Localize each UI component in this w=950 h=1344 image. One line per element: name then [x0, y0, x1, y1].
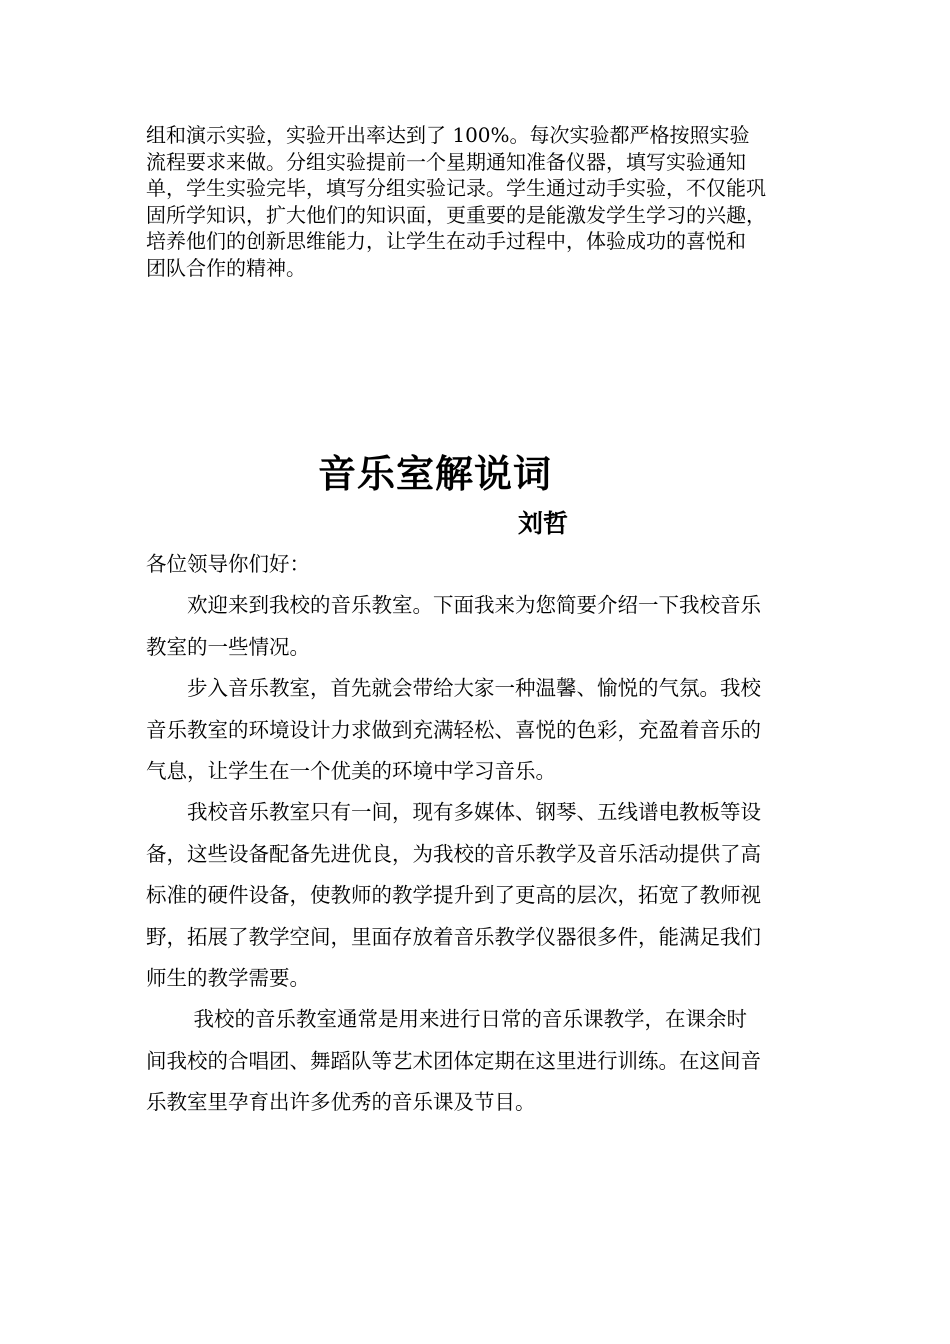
text-line: 欢迎来到我校的音乐教室。下面我来为您简要介绍一下我校音乐 [146, 593, 761, 618]
text-line: 我校音乐教室只有一间，现有多媒体、钢琴、五线谱电教板等设 [146, 800, 761, 825]
article-title: 音乐室解说词 [318, 451, 553, 496]
article-author: 刘哲 [518, 509, 569, 538]
text-line: 培养他们的创新思维能力，让学生在动手过程中，体验成功的喜悦和 [146, 229, 746, 253]
text-line: 标准的硬件设备，使教师的教学提升到了更高的层次，拓宽了教师视 [146, 883, 761, 908]
text-line: 我校的音乐教室通常是用来进行日常的音乐课教学，在课余时 [146, 1007, 748, 1032]
text-line: 教室的一些情况。 [146, 634, 310, 659]
text-line: 团队合作的精神。 [146, 255, 306, 280]
text-line: 单，学生实验完毕，填写分组实验记录。学生通过动手实验，不仅能巩 [146, 176, 766, 200]
text-line: 步入音乐教室，首先就会带给大家一种温馨、愉悦的气氛。我校 [146, 676, 761, 701]
text-line: 气息，让学生在一个优美的环境中学习音乐。 [146, 758, 556, 783]
greeting-line: 各位领导你们好： [146, 552, 310, 576]
text-line: 组和演示实验，实验开出率达到了 100%。每次实验都严格按照实验 [146, 123, 750, 147]
text-line: 间我校的合唱团、舞蹈队等艺术团体定期在这里进行训练。在这间音 [146, 1048, 761, 1073]
text-line: 固所学知识，扩大他们的知识面，更重要的是能激发学生学习的兴趣， [146, 202, 766, 227]
text-line: 备，这些设备配备先进优良，为我校的音乐教学及音乐活动提供了高 [146, 841, 761, 866]
article-body [146, 544, 826, 1123]
text-line: 乐教室里孕育出许多优秀的音乐课及节目。 [146, 1090, 536, 1115]
text-line: 野，拓展了教学空间，里面存放着音乐教学仪器很多件，能满足我们 [146, 924, 761, 949]
continuation-paragraph [146, 122, 826, 281]
text-line: 音乐教室的环境设计力求做到充满轻松、喜悦的色彩，充盈着音乐的 [146, 717, 761, 742]
text-line: 流程要求来做。分组实验提前一个星期通知准备仪器，填写实验通知 [146, 149, 746, 174]
text-line: 师生的教学需要。 [146, 965, 310, 990]
